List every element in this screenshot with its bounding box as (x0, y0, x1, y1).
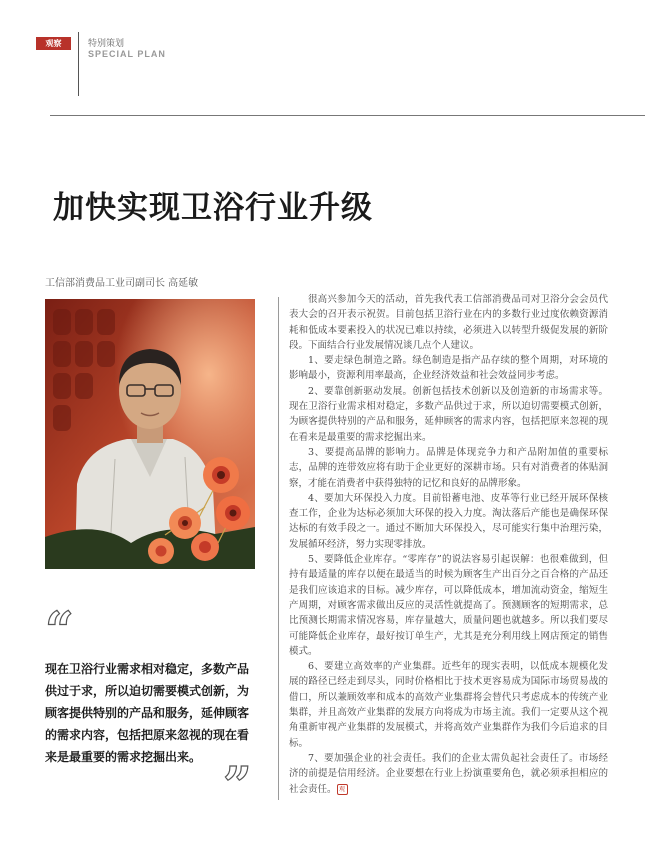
paragraph-7 (289, 751, 608, 797)
section-label: 特别策划 (88, 39, 125, 49)
paragraph-intro: 很高兴参加今天的活动，首先我代表工信部消费品司对卫浴分会会员代表大会的召开表示祝贺。目前包括卫浴行业在内的多数行业过度依赖资源消耗和低成本要素投入的状况已难以持续，必须进入以转型升级促发展的新阶段。下面结合行业发展情况谈几点个人建议。 (289, 294, 608, 351)
article-title: 加快实现卫浴行业升级 (53, 190, 373, 226)
paragraph-2: 2、要靠创新驱动发展。创新包括技术创新以及创造新的市场需求等。现在卫浴行业需求相对稳定，多数产品供过于求，所以迫切需要模式创新，为顾客提供特别的产品和服务，延伸顾客的需求内容，包括把原来忽视的现在看来是最重要的需求挖掘出来。 (289, 385, 608, 443)
column-divider (278, 297, 279, 800)
section-divider (78, 32, 79, 96)
end-mark-icon: 观 (337, 784, 348, 795)
pull-quote: 现在卫浴行业需求相对稳定，多数产品供过于求，所以迫切需要模式创新，为顾客提供特别的产品和服务，延伸顾客的需求内容，包括把原来忽视的现在看来是最重要的需求挖掘出来。 (45, 662, 250, 764)
paragraph-4: 4、要加大环保投入力度。目前铅蓄电池、皮革等行业已经开展环保核查工作，企业为达标必须加大环保的投入力度。淘汰落后产能也是确保环保达标的有效手段之一。通过不断加大环保投入，尽可能实行集中治理污染，发展循环经济，努力实现零排放。 (289, 492, 608, 550)
paragraph-1: 1、要走绿色制造之路。绿色制造是指产品存续的整个周期，对环境的影响最小，资源利用率最高，企业经济效益和社会效益同步考虑。 (289, 355, 608, 382)
paragraph-7-text: 7、要加强企业的社会责任。我们的企业太需负起社会责任了。市场经济的前提是信用经济。企业要想在行业上扮演重要角色，就必须承担相应的社会责任。 (289, 752, 608, 795)
byline: 工信部消费品工业司副司长 高延敏 (45, 278, 199, 289)
article-body (289, 292, 608, 797)
speaker-photo (45, 299, 255, 569)
close-quote-icon: ” (223, 755, 252, 814)
paragraph-6: 6、要建立高效率的产业集群。近些年的现实表明，以低成本规模化发展的路径已经走到尽头，同时价格相比于技术更容易成为国际市场贸易战的借口，所以兼顾效率和成本的高效产业集群将会替代只考虑成本的传统产业集群，并且高效产业集群的发展方向将成为市场主流。我们一定要从这个视角重新审视产业集群的发展模式，并将高效产业集群作为我们今后追求的目标。 (289, 661, 608, 749)
section-tag: 观察 (36, 37, 71, 50)
paragraph-5: 5、要降低企业库存。“零库存”的说法容易引起误解：也很难做到，但持有最适量的库存以便在最适当的时候为顾客生产出百分之百合格的产品还是我们应该追求的目标。减少库存，可以降低成本，增加流动资金，缩短生产周期，对顾客需求做出反应的灵活性就提高了。预测顾客的短期需求，总比预测长期需求情况容易，库存量越大，质量问题也就越多。所以我们要尽可能降低企业库存，最好按订单生产，尤其是充分利用线上网店预定的销售模式。 (289, 554, 608, 657)
section-label-en: SPECIAL PLAN (88, 49, 166, 59)
paragraph-3: 3、要提高品牌的影响力。品牌是体现竞争力和产品附加值的重要标志，品牌的连带效应将有助于企业更好的深耕市场。只有对消费者的体贴洞察，才能在消费者中获得独特的记忆和良好的品牌形象。 (289, 446, 608, 489)
open-quote-icon: “ (45, 600, 74, 659)
header-rule (50, 115, 645, 116)
